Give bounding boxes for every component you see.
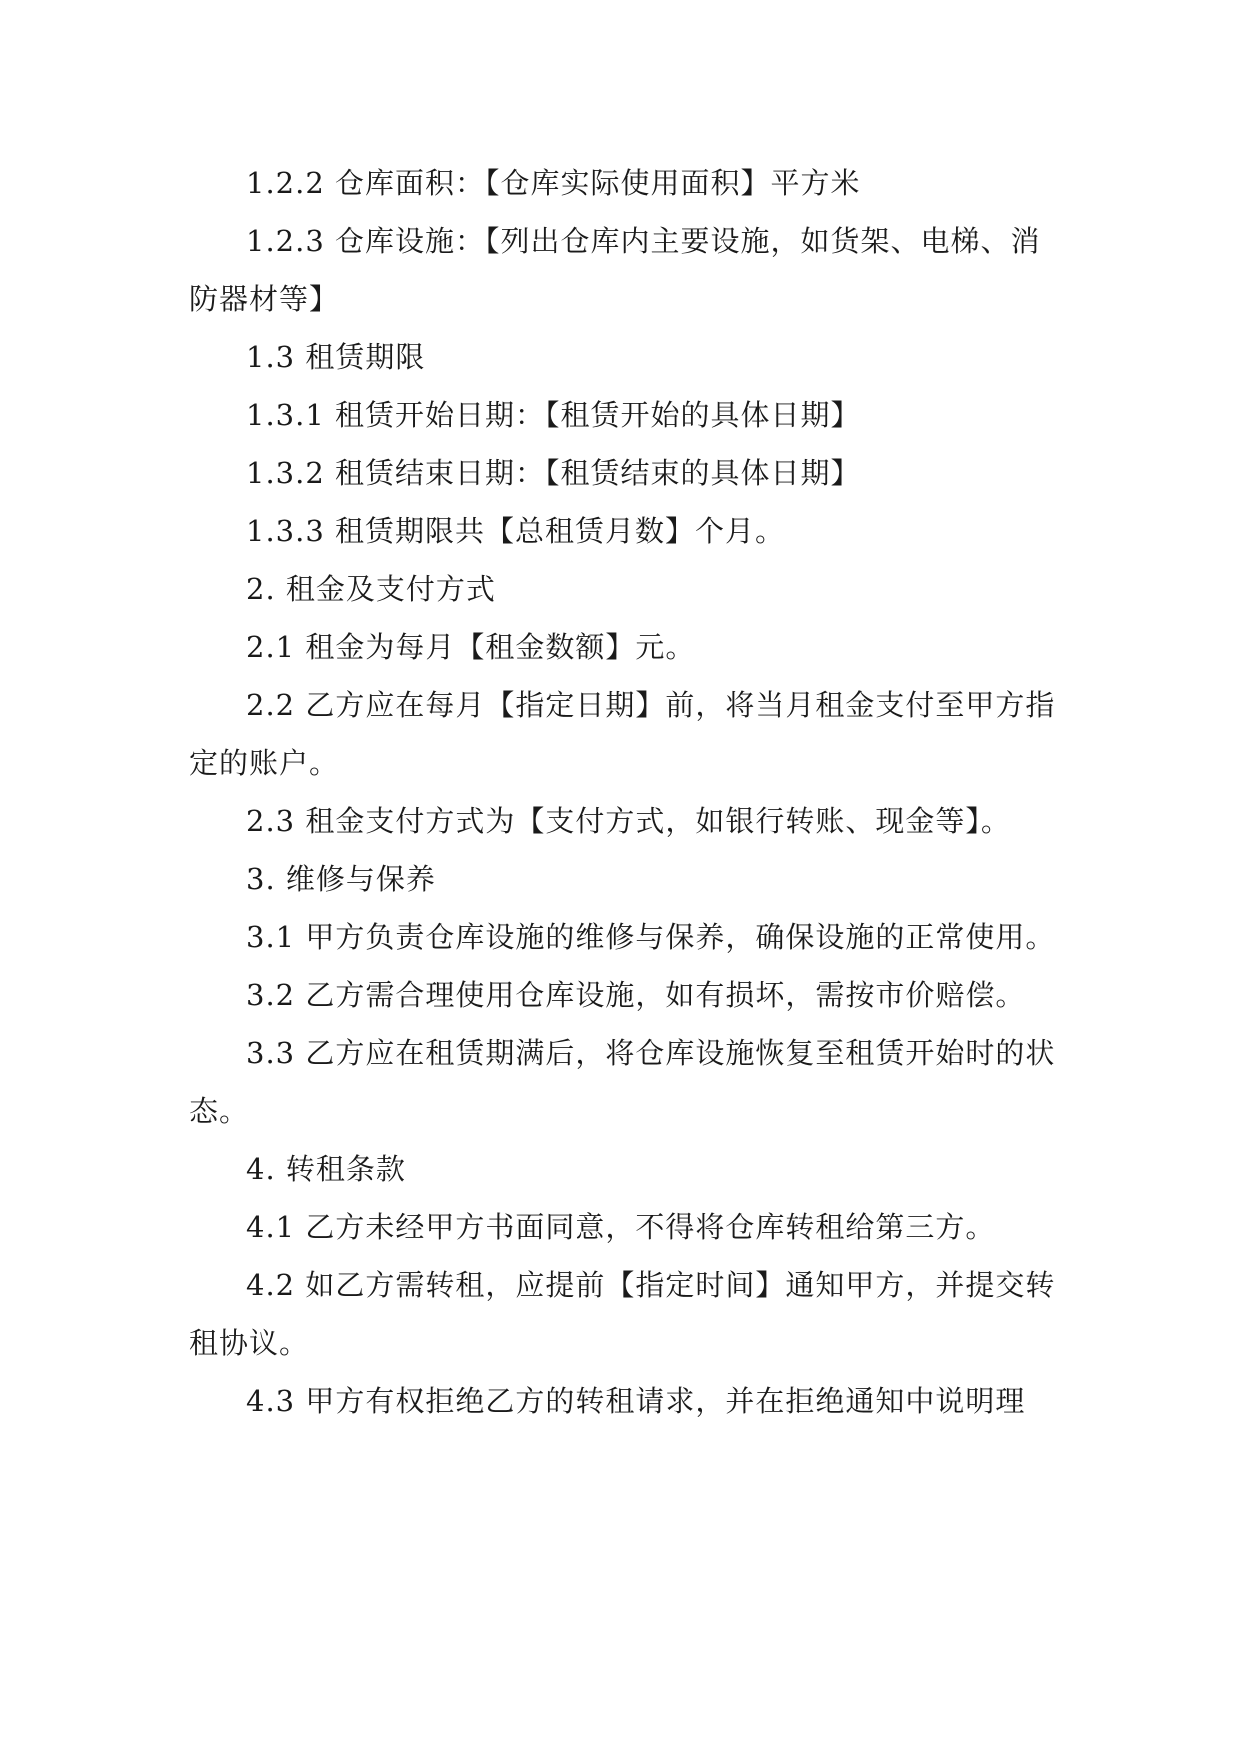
heading-2: 2. 租金及支付方式	[246, 572, 496, 606]
clause-1-2-3: 1.2.3 仓库设施：【列出仓库内主要设施，如货架、电梯、消	[246, 224, 1041, 258]
clause-3-2: 3.2 乙方需合理使用仓库设施，如有损坏，需按市价赔偿。	[246, 978, 1026, 1012]
clause-3-3: 3.3 乙方应在租赁期满后，将仓库设施恢复至租赁开始时的状	[246, 1036, 1056, 1070]
clause-4-1: 4.1 乙方未经甲方书面同意，不得将仓库转租给第三方。	[246, 1210, 996, 1244]
clause-3-1: 3.1 甲方负责仓库设施的维修与保养，确保设施的正常使用。	[246, 920, 1056, 954]
clause-2-2-cont: 定的账户。	[189, 746, 340, 780]
clause-4-3: 4.3 甲方有权拒绝乙方的转租请求，并在拒绝通知中说明理	[246, 1384, 1026, 1418]
heading-4: 4. 转租条款	[246, 1152, 406, 1186]
clause-1-3-2: 1.3.2 租赁结束日期：【租赁结束的具体日期】	[246, 456, 861, 490]
heading-1-3: 1.3 租赁期限	[246, 340, 426, 374]
clause-2-2: 2.2 乙方应在每月【指定日期】前，将当月租金支付至甲方指	[246, 688, 1056, 722]
heading-3: 3. 维修与保养	[246, 862, 436, 896]
clause-4-2: 4.2 如乙方需转租，应提前【指定时间】通知甲方，并提交转	[246, 1268, 1056, 1302]
clause-1-3-3: 1.3.3 租赁期限共【总租赁月数】个月。	[246, 514, 786, 548]
clause-1-2-3-cont: 防器材等】	[189, 282, 340, 316]
clause-4-2-cont: 租协议。	[189, 1326, 310, 1360]
clause-1-2-2: 1.2.2 仓库面积：【仓库实际使用面积】平方米	[246, 166, 861, 200]
clause-1-3-1: 1.3.1 租赁开始日期：【租赁开始的具体日期】	[246, 398, 861, 432]
clause-3-3-cont: 态。	[189, 1094, 250, 1128]
clause-2-1: 2.1 租金为每月【租金数额】元。	[246, 630, 696, 664]
clause-2-3: 2.3 租金支付方式为【支付方式，如银行转账、现金等】。	[246, 804, 1011, 838]
